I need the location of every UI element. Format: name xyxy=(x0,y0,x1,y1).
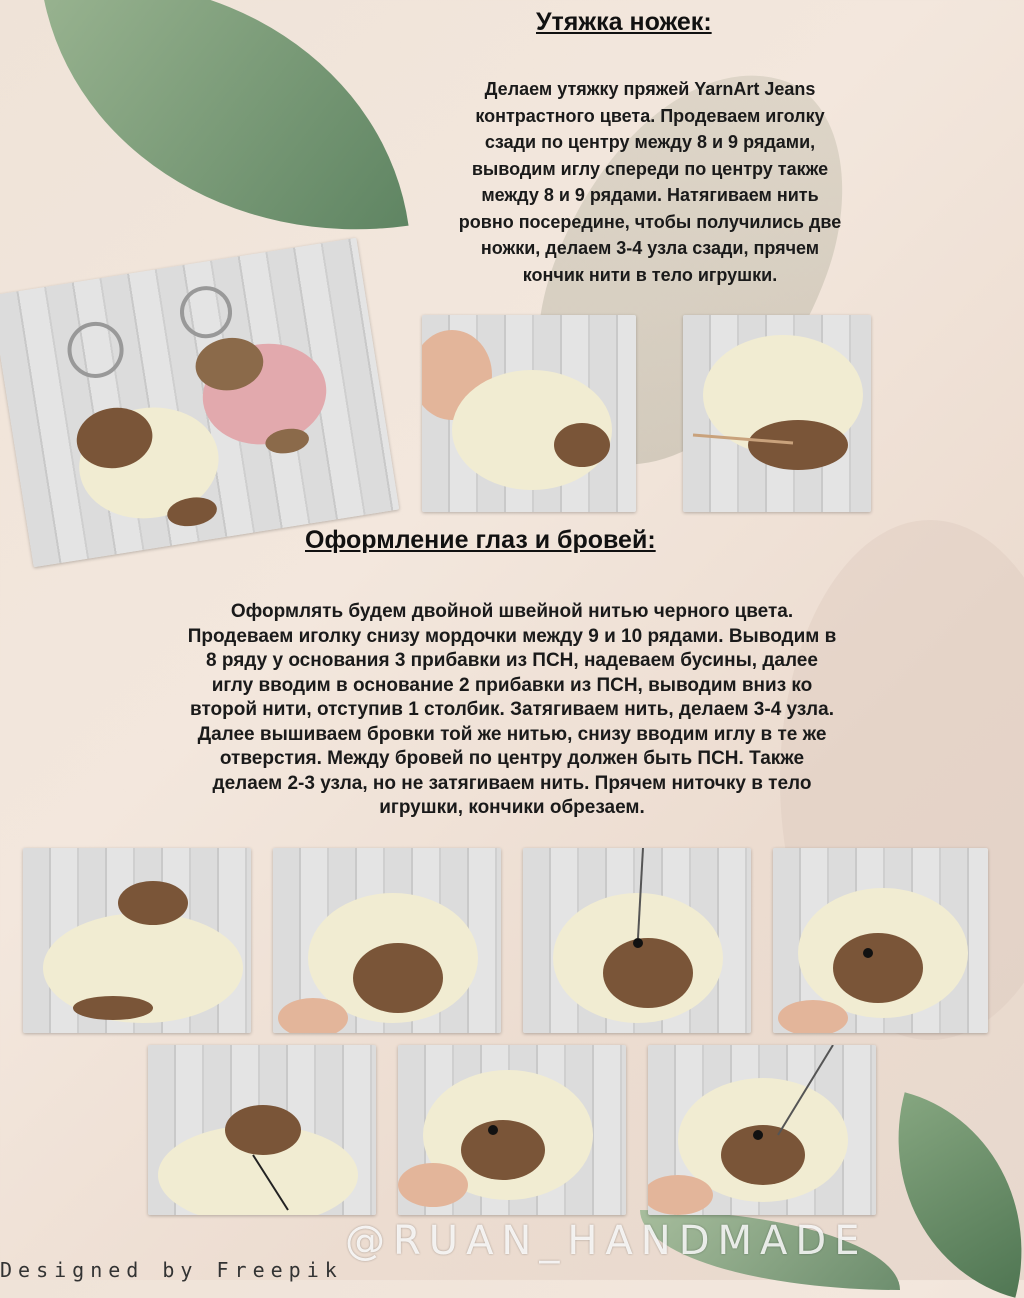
text-line: второй нити, отступив 1 столбик. Затягиваем нить, делаем 3-4 узла. xyxy=(190,699,834,720)
section-text-legs xyxy=(370,76,930,288)
text-line: ровно посередине, чтобы получились две xyxy=(458,211,842,232)
step-photo-eyes-4 xyxy=(773,848,988,1033)
text-line: контрастного цвета. Продеваем иголку xyxy=(475,105,825,126)
step-photo-eyes-7 xyxy=(648,1045,876,1215)
step-photo-eyes-3 xyxy=(523,848,751,1033)
text-line: 8 ряду у основания 3 прибавки из ПСН, надеваем бусины, далее xyxy=(206,650,818,671)
step-photo-legs-2 xyxy=(683,315,871,512)
text-line: отверстия. Между бровей по центру должен быть ПСН. Также xyxy=(219,748,805,769)
text-line: Продеваем иголку снизу мордочки между 9 и 10 рядами. Выводим в xyxy=(187,625,837,647)
section-title-eyes: Оформление глаз и бровей: xyxy=(305,526,656,554)
monstera-leaf-decoration xyxy=(41,0,408,272)
text-line: сзади по центру между 8 и 9 рядами, xyxy=(484,132,816,152)
section-text-eyes xyxy=(40,600,984,821)
step-photo-eyes-1 xyxy=(23,848,251,1033)
watermark: @RUAN_HANDMADE xyxy=(345,1218,868,1264)
text-line: Делаем утяжку пряжей YarnArt Jeans xyxy=(484,79,816,99)
credit-text: Designed by Freepik xyxy=(0,1258,343,1282)
text-line: ножки, делаем 3-4 узла сзади, прячем xyxy=(480,238,820,258)
text-line: иглу вводим в основание 2 прибавки из ПСН, выводим вниз ко xyxy=(211,674,813,696)
step-photo-eyes-5 xyxy=(148,1045,376,1215)
text-line: Далее вышиваем бровки той же нитью, снизу вводим иглу в те же xyxy=(197,723,827,745)
text-line: Оформлять будем двойной швейной нитью черного цвета. xyxy=(230,601,794,622)
text-line: кончик нити в тело игрушки. xyxy=(522,264,778,285)
text-line: выводим иглу спереди по центру также xyxy=(471,158,829,179)
step-photo-eyes-6 xyxy=(398,1045,626,1215)
text-line: между 8 и 9 рядами. Натягиваем нить xyxy=(481,185,819,205)
section-title-legs: Утяжка ножек: xyxy=(536,8,712,36)
text-line: делаем 2-3 узла, но не затягиваем нить. Прячем ниточку в тело xyxy=(212,772,812,794)
step-photo-legs-1 xyxy=(422,315,636,512)
text-line: игрушки, кончики обрезаем. xyxy=(379,797,645,818)
sheep-keychains-photo xyxy=(0,238,399,567)
step-photo-eyes-2 xyxy=(273,848,501,1033)
